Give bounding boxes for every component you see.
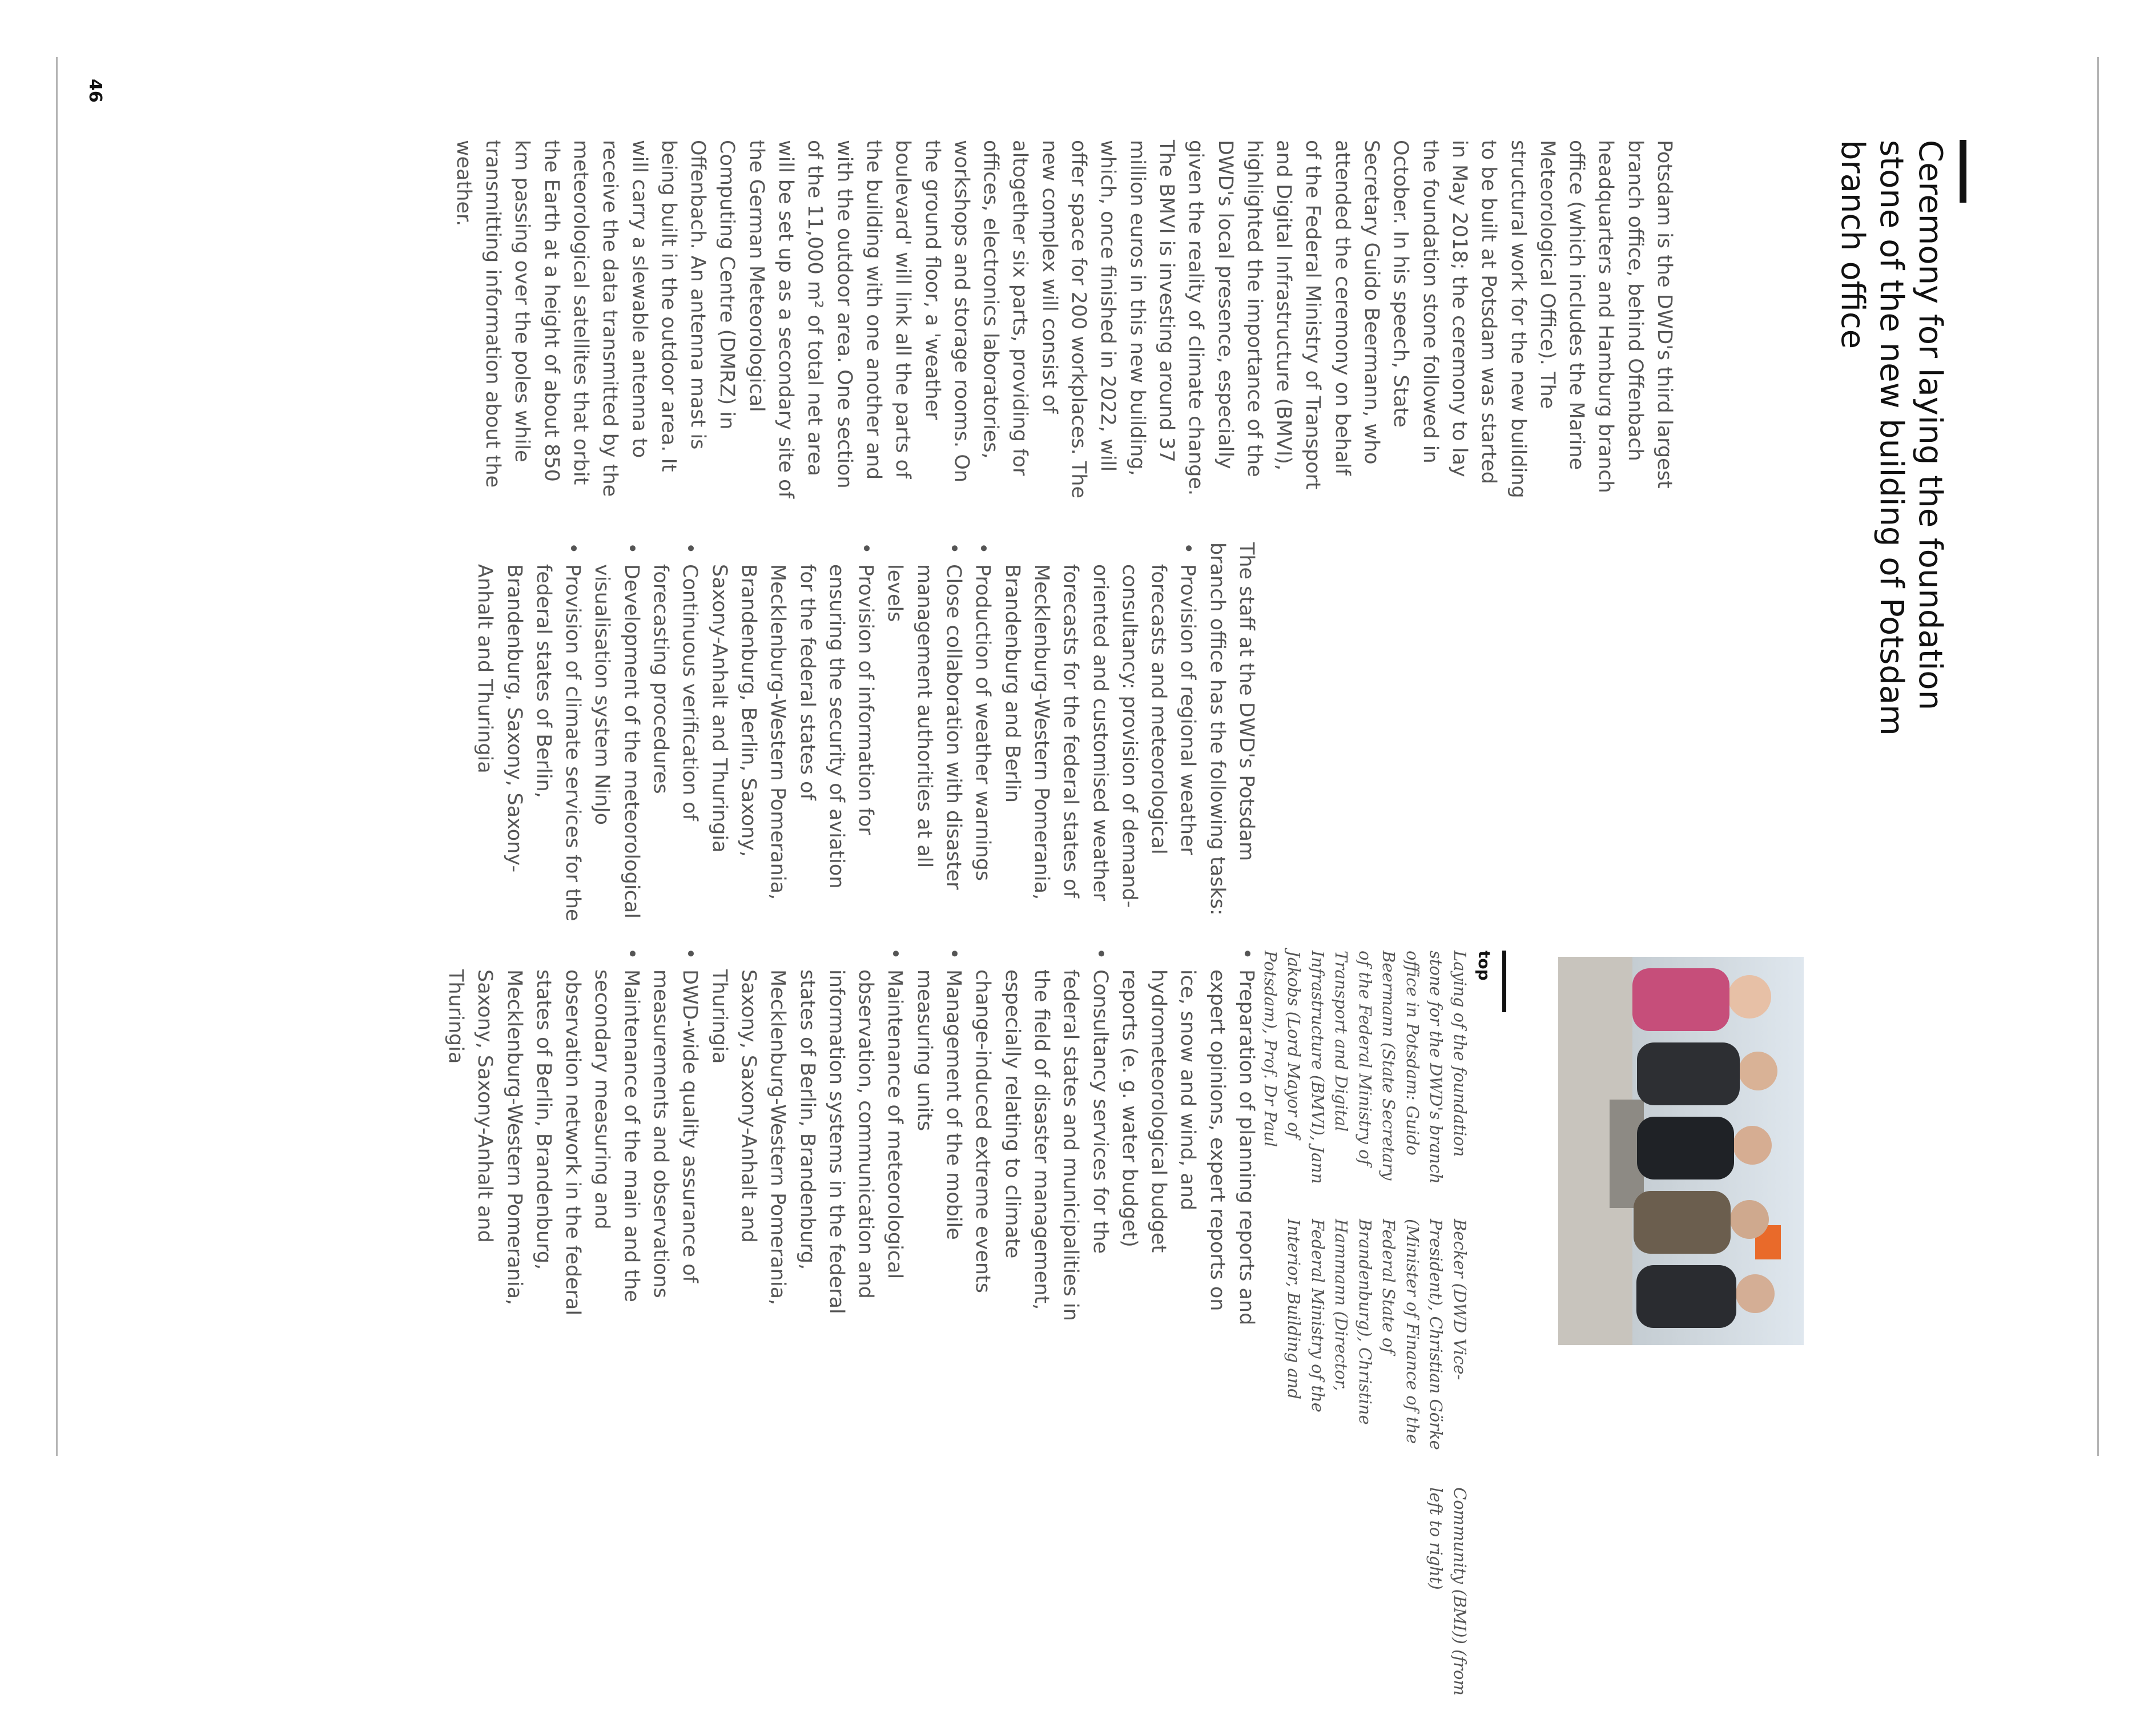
intro-column xyxy=(449,140,1679,500)
list-item: • Development of the meteorological visualisation system NinJo xyxy=(587,542,646,922)
bottom-rule xyxy=(56,57,58,1456)
list-item: • Management of the mobile measuring units xyxy=(909,948,968,1327)
ceremony-photo xyxy=(1558,957,1804,1345)
list-item: • Provision of regional weather forecasts and meteorological consultancy: provision of demand-oriented and customised weather forecasts for the federal states of Mecklenburg-Western Pomerania, Brandenburg and Berlin xyxy=(997,542,1202,922)
tasks-list-right xyxy=(441,948,1261,1327)
list-item: • Maintenance of meteorological observation, communication and information systems in the federal states of Berlin, Brandenburg, Mecklenburg-Western Pomerania, Saxony, Saxony-Anhalt and Thuringia xyxy=(704,948,909,1327)
list-item: • Production of weather warnings xyxy=(968,542,997,922)
list-item: • Provision of climate services for the federal states of Berlin, Brandenburg, Saxony, Saxony-Anhalt and Thuringia xyxy=(470,542,587,922)
tasks-column-left xyxy=(470,542,1261,922)
list-item: • Continuous verification of forecasting procedures xyxy=(646,542,705,922)
heading-accent-bar xyxy=(1960,140,1966,203)
list-item: • Maintenance of the main and the secondary measuring and observation network in the federal states of Berlin, Brandenburg, Mecklenburg-Western Pomerania, Saxony, Saxony-Anhalt and Thuringia xyxy=(441,948,646,1327)
list-item: • DWD-wide quality assurance of measurements and observations xyxy=(646,948,705,1327)
top-rule xyxy=(2097,57,2099,1456)
list-item: • Close collaboration with disaster management authorities at all levels xyxy=(880,542,968,922)
caption-accent-bar xyxy=(1502,951,1506,1012)
caption-label: top xyxy=(1475,951,1494,981)
page-title: Ceremony for laying the foundation stone of the new building of Potsdam branch office xyxy=(1834,140,1949,736)
tasks-list-left xyxy=(470,542,1202,922)
page-number: 46 xyxy=(85,79,105,103)
tasks-intro: The staff at the DWD's Potsdam branch office has the following tasks: xyxy=(1205,542,1258,916)
intro-paragraph: Potsdam is the DWD's third largest branch office, behind Offenbach headquarters and Hamburg branch office (which includes the Marine Meteorological Office). The structural work for the new building to be built at Potsdam was started in May 2018; the ceremony to lay the foundation stone followed in October. In his speech, State Secretary Guido Beermann, who attended the ceremony on behalf of the Federal Ministry of Transport and Digital Infrastructure (BMVI), highlighted the importance of the DWD's local presence, especially given the reality of climate change. The BMVI is investing around 37 million euros in this new building, which, once finished in 2022, will offer space for 200 workplaces. The new complex will consist of altogether six parts, providing for offices, electronics laboratories, workshops and storage rooms. On the ground floor, a 'weather boulevard' will link all the parts of the building with one another and with the outdoor area. One section of the 11,000 m² of total net area will be set up as a secondary site of the German Meteorological Computing Centre (DMRZ) in Offenbach. An antenna mast is being built in the outdoor area. It will carry a slewable antenna to receive the data transmitted by the meteorological satellites that orbit the Earth at a height of about 850 km passing over the poles while transmitting information about the weather. xyxy=(452,140,1676,499)
tasks-column-right xyxy=(441,948,1261,1327)
list-item: • Provision of information for ensuring the security of aviation for the federal states of Mecklenburg-Western Pomerania, Brandenburg, Berlin, Saxony, Saxony-Anhalt and Thuringia xyxy=(704,542,880,922)
list-item: • Preparation of planning reports and expert opinions, expert reports on ice, snow and wind, and hydrometeorological budget reports (e. g. water budget) xyxy=(1115,948,1261,1327)
photo-caption: Laying of the foundation stone for the DWD's branch office in Potsdam: Guido Beermann (State Secretary of the Federal Ministry of Transport and Digital Infrastructure (BMVI), Jann Jakobs (Lord Mayor of Potsdam), Prof. Dr Paul Becker (DWD Vice-President), Christian Görke (Minister of Finance of the Federal State of Brandenburg), Christine Hammann (Director, Federal Ministry of the Interior, Building and Community (BMI)) (from left to right) xyxy=(1261,951,1470,1696)
list-item: • Consultancy services for the federal states and municipalities in the field of disaster management, especially relating to climate change-induced extreme events xyxy=(968,948,1114,1327)
